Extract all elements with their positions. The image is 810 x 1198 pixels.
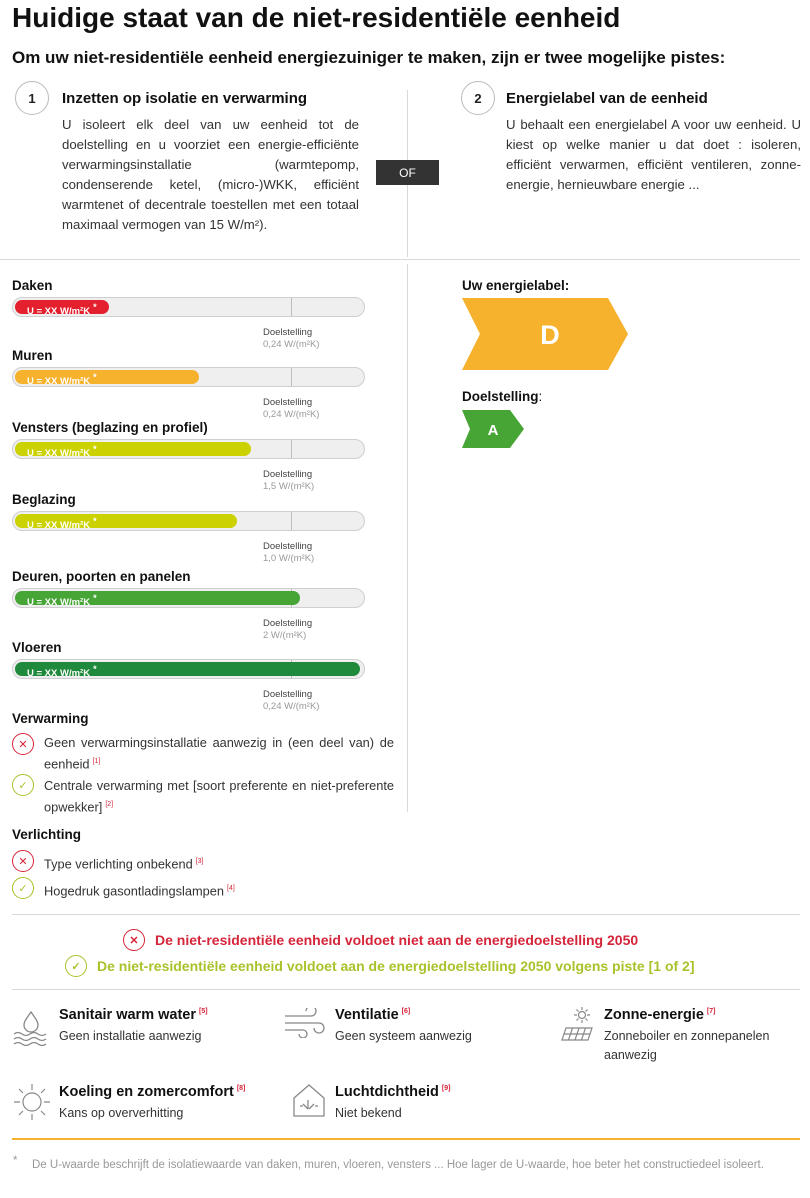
reference-number: [4] bbox=[227, 885, 235, 892]
service-text: Geen installatie aanwezig bbox=[59, 1029, 202, 1043]
check-icon: ✓ bbox=[12, 774, 34, 796]
solar-icon bbox=[560, 1006, 596, 1042]
ventilation-icon bbox=[283, 1008, 325, 1038]
category-title: Daken bbox=[12, 278, 53, 293]
reference-number: [3] bbox=[195, 858, 204, 865]
target-value: Doelstelling 1,0 W/(m²K) bbox=[263, 541, 315, 564]
u-value-bar bbox=[12, 659, 365, 679]
energy-label-arrow bbox=[462, 298, 628, 370]
u-value-fill bbox=[15, 370, 199, 388]
target-value: Doelstelling 1,5 W/(m²K) bbox=[263, 469, 315, 492]
service-text: Zonneboiler en zonnepanelen aanwezig bbox=[604, 1029, 770, 1062]
verwarming-title: Verwarming bbox=[12, 711, 89, 726]
service-text: Kans op oververhitting bbox=[59, 1106, 184, 1120]
column-divider bbox=[407, 264, 408, 812]
service-title: Sanitair warm water [5] bbox=[59, 1007, 208, 1023]
services-divider bbox=[12, 989, 800, 990]
service-text: Niet bekend bbox=[335, 1106, 402, 1120]
piste-2-text: U behaalt een energielabel A voor uw eenheid. U kiest op welke manier u dat doet : isoleren, efficiënt verwarmen, efficiënt ventileren, zonne-energie, hernieuwbare energie ... bbox=[506, 117, 801, 192]
service-title: Zonne-energie [7] bbox=[604, 1007, 716, 1023]
check-icon: ✓ bbox=[12, 877, 34, 899]
footnote-text: De U-waarde beschrijft de isolatiewaarde van daken, muren, vloeren, vensters ... Hoe lager de U-waarde, hoe beter het constructiedeel isoleert. bbox=[32, 1159, 764, 1171]
u-value-fill bbox=[15, 300, 109, 318]
verlichting-item-text: Type verlichting onbekend bbox=[44, 856, 193, 872]
section-divider bbox=[0, 259, 800, 260]
category-title: Beglazing bbox=[12, 492, 76, 507]
verlichting-item bbox=[44, 879, 394, 900]
reference-number: [2] bbox=[105, 801, 114, 808]
u-value-fill bbox=[15, 514, 237, 532]
sun-icon bbox=[12, 1082, 52, 1122]
target-label-value: A bbox=[487, 422, 499, 439]
target-marker bbox=[291, 512, 292, 530]
footer-divider bbox=[12, 1138, 800, 1140]
piste-2-title: Energielabel van de eenheid bbox=[506, 90, 708, 107]
reference-number: [1] bbox=[92, 758, 101, 765]
verlichting-title: Verlichting bbox=[12, 827, 82, 842]
piste-1-title: Inzetten op isolatie en verwarming bbox=[62, 90, 308, 107]
verdict-fail bbox=[123, 929, 638, 951]
verwarming-item bbox=[44, 733, 394, 773]
target-value: Doelstelling 0,24 W/(m²K) bbox=[263, 397, 320, 420]
u-value-label: U = XX W/m²K * bbox=[27, 516, 97, 532]
verwarming-item-text: Centrale verwarming met [soort preferente en niet-preferente opwekker] bbox=[44, 778, 394, 815]
verdict-ok bbox=[65, 955, 695, 977]
piste-1-number: 1 bbox=[15, 81, 49, 115]
water-heater-icon bbox=[12, 1008, 50, 1046]
page-title: Huidige staat van de niet-residentiële eenheid bbox=[12, 2, 621, 33]
u-value-label: U = XX W/m²K * bbox=[27, 664, 97, 680]
target-marker bbox=[291, 440, 292, 458]
page-subtitle: Om uw niet-residentiële eenheid energiezuiniger te maken, zijn er twee mogelijke pistes: bbox=[12, 48, 726, 67]
footnote-star: * bbox=[13, 1155, 18, 1167]
service-title: Luchtdichtheid [9] bbox=[335, 1084, 451, 1100]
verlichting-item-text: Hogedruk gasontladingslampen bbox=[44, 883, 224, 899]
verwarming-item bbox=[44, 776, 394, 816]
u-value-fill bbox=[15, 442, 251, 460]
u-value-label: U = XX W/m²K * bbox=[27, 593, 97, 609]
category-title: Deuren, poorten en panelen bbox=[12, 569, 191, 584]
piste-2-number: 2 bbox=[461, 81, 495, 115]
verlichting-item bbox=[44, 852, 394, 873]
fail-icon: ✕ bbox=[123, 929, 145, 951]
fail-icon: ✕ bbox=[12, 733, 34, 755]
piste-1-text: U isoleert elk deel van uw eenheid tot de doelstelling en u voorziet een energie-efficiënte verwarmingsinstallatie (warmtepomp, condenserende ketel, (micro-)WKK, efficiënt warmtenet of decentrale toestellen met een totaal maximaal vermogen van 15 W/m²). bbox=[62, 117, 359, 232]
u-value-label: U = XX W/m²K * bbox=[27, 372, 97, 388]
category-title: Muren bbox=[12, 348, 53, 363]
target-value: Doelstelling 0,24 W/(m²K) bbox=[263, 689, 320, 712]
u-value-label: U = XX W/m²K * bbox=[27, 302, 97, 318]
check-icon: ✓ bbox=[65, 955, 87, 977]
house-airtight-icon bbox=[291, 1082, 327, 1118]
service-text: Geen systeem aanwezig bbox=[335, 1029, 472, 1043]
category-title: Vloeren bbox=[12, 640, 62, 655]
u-value-fill bbox=[15, 591, 300, 609]
target-marker bbox=[291, 298, 292, 316]
category-title: Vensters (beglazing en profiel) bbox=[12, 420, 208, 435]
u-value-bar bbox=[12, 297, 365, 317]
service-title: Ventilatie [6] bbox=[335, 1007, 411, 1023]
u-value-bar bbox=[12, 511, 365, 531]
target-label-heading: Doelstelling: bbox=[462, 389, 543, 404]
u-value-label: U = XX W/m²K * bbox=[27, 444, 97, 460]
verdict-divider bbox=[12, 914, 800, 915]
energy-label-value: D bbox=[540, 320, 560, 350]
u-value-bar bbox=[12, 439, 365, 459]
service-title: Koeling en zomercomfort [8] bbox=[59, 1084, 246, 1100]
verdict-fail-text: De niet-residentiële eenheid voldoet niet aan de energiedoelstelling 2050 bbox=[155, 932, 639, 948]
or-badge: OF bbox=[376, 160, 439, 185]
u-value-bar bbox=[12, 367, 365, 387]
verwarming-item-text: Geen verwarmingsinstallatie aanwezig in (een deel van) de eenheid bbox=[44, 735, 394, 772]
fail-icon: ✕ bbox=[12, 850, 34, 872]
target-label-arrow bbox=[462, 410, 524, 448]
u-value-fill bbox=[15, 662, 360, 680]
target-value: Doelstelling 2 W/(m²K) bbox=[263, 618, 313, 641]
energy-label-heading: Uw energielabel: bbox=[462, 278, 570, 293]
u-value-bar bbox=[12, 588, 365, 608]
target-marker bbox=[291, 368, 292, 386]
target-value: Doelstelling 0,24 W/(m²K) bbox=[263, 327, 320, 350]
verdict-ok-text: De niet-residentiële eenheid voldoet aan de energiedoelstelling 2050 volgens piste [1 of 2] bbox=[97, 958, 695, 974]
